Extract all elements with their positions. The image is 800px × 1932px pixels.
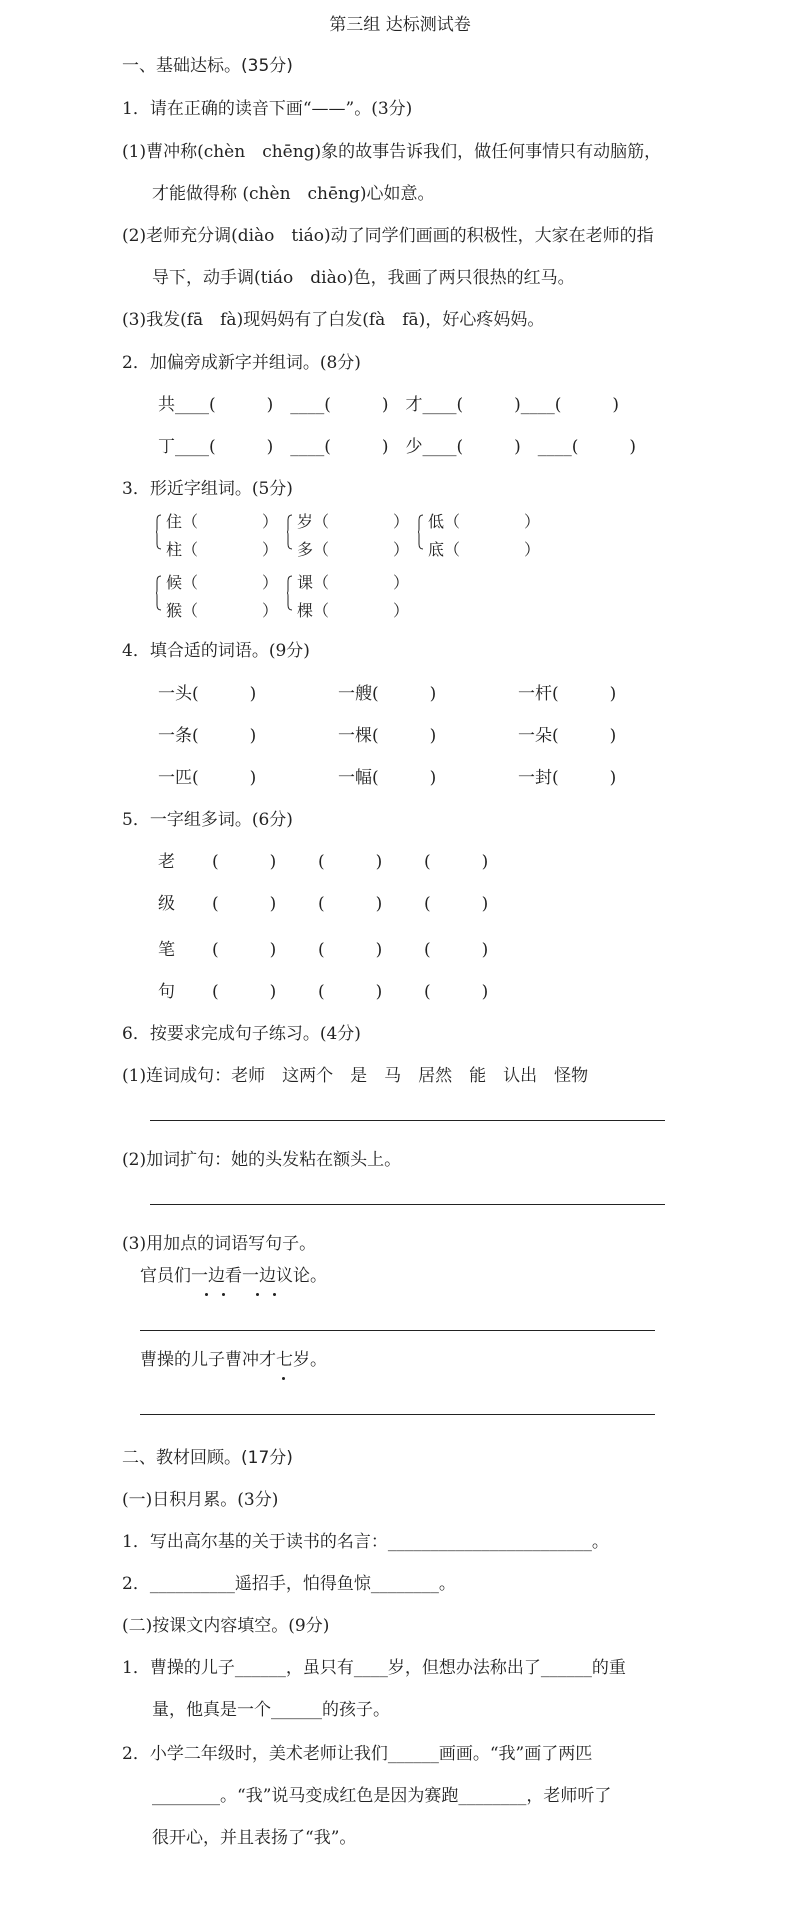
q3-word-b: 猴（ ）	[166, 601, 279, 620]
q3-word-b: 柱（ ）	[166, 540, 279, 559]
q3-word-a: 候（ ）	[166, 573, 279, 592]
answer-line[interactable]	[150, 1120, 665, 1121]
q4-cell: 一封( )	[518, 768, 617, 788]
brace-icon	[156, 514, 162, 550]
question-5-label: 5．一字组多词。(6分)	[122, 810, 293, 830]
q6-sentence-3: (3)用加点的词语写句子。	[122, 1234, 317, 1254]
q3-word-a: 课（ ）	[297, 573, 410, 592]
q1-item-2-line-2: 导下，动手调(tiáo diào)色，我画了两只很热的红马。	[152, 268, 575, 288]
q2-row-2: 丁____( ) ____( ) 少____( ) ____( )	[158, 437, 637, 457]
q4-cell: 一棵( )	[338, 726, 437, 746]
q6-sentence-1: (1)连词成句：老师 这两个 是 马 居然 能 认出 怪物	[122, 1066, 589, 1086]
fill-q2-line-1: 2．小学二年级时，美术老师让我们______画画。“我”画了两匹	[122, 1744, 593, 1764]
fill-q1-line-1: 1．曹操的儿子______，虽只有____岁，但想办法称出了______的重	[122, 1658, 626, 1678]
sub-header-accumulation: (一)日积月累。(3分)	[122, 1490, 279, 1510]
q5-blank: ( )	[318, 852, 383, 872]
q5-char: 笔	[158, 940, 175, 960]
fill-q2-line-3: 很开心，并且表扬了“我”。	[152, 1828, 357, 1848]
q3-word-a: 低（ ）	[428, 512, 541, 531]
brace-icon	[418, 514, 424, 550]
answer-line[interactable]	[140, 1330, 655, 1331]
q5-blank: ( )	[212, 852, 277, 872]
question-4-label: 4．填合适的词语。(9分)	[122, 641, 310, 661]
q1-item-1-line-1: (1)曹冲称(chèn chēng)象的故事告诉我们，做任何事情只有动脑筋，	[122, 142, 662, 162]
accumulation-q1: 1．写出高尔基的关于读书的名言：________________________。	[122, 1532, 609, 1552]
q5-blank: ( )	[424, 852, 489, 872]
q5-blank: ( )	[424, 894, 489, 914]
q3-word-b: 多（ ）	[297, 540, 410, 559]
brace-icon	[156, 575, 162, 611]
answer-line[interactable]	[140, 1414, 655, 1415]
q1-item-1-line-2: 才能做得称 (chèn chēng)心如意。	[152, 184, 435, 204]
q5-blank: ( )	[212, 940, 277, 960]
q3-word-a: 住（ ）	[166, 512, 279, 531]
accumulation-q2: 2．__________遥招手，怕得鱼惊________。	[122, 1574, 456, 1594]
q5-blank: ( )	[318, 894, 383, 914]
q4-cell: 一头( )	[158, 684, 257, 704]
q5-blank: ( )	[212, 894, 277, 914]
q5-char: 级	[158, 894, 175, 914]
q5-blank: ( )	[318, 982, 383, 1002]
q6-example-1: 官员们一边看一边议论。	[140, 1266, 327, 1286]
question-2-label: 2．加偏旁成新字并组词。(8分)	[122, 353, 361, 373]
q5-blank: ( )	[424, 982, 489, 1002]
q2-row-1: 共____( ) ____( ) 才____( )____( )	[158, 395, 620, 415]
q4-cell: 一杆( )	[518, 684, 617, 704]
question-6-label: 6．按要求完成句子练习。(4分)	[122, 1024, 361, 1044]
section-header-basics: 一、基础达标。(35分)	[122, 56, 293, 76]
q5-char: 老	[158, 852, 175, 872]
q4-cell: 一朵( )	[518, 726, 617, 746]
emphasis-dot	[256, 1293, 259, 1296]
brace-icon	[287, 575, 293, 611]
section-header-textbook-review: 二、教材回顾。(17分)	[122, 1448, 293, 1468]
q6-example-2: 曹操的儿子曹冲才七岁。	[140, 1350, 327, 1370]
q4-cell: 一匹( )	[158, 768, 257, 788]
question-1-label: 1．请在正确的读音下画“——”。(3分)	[122, 99, 413, 119]
fill-q1-line-2: 量，他真是一个______的孩子。	[152, 1700, 390, 1720]
sub-header-fill-blanks: (二)按课文内容填空。(9分)	[122, 1616, 330, 1636]
q3-word-b: 棵（ ）	[297, 601, 410, 620]
q1-item-2-line-1: (2)老师充分调(diào tiáo)动了同学们画画的积极性，大家在老师的指	[122, 226, 654, 246]
brace-icon	[287, 514, 293, 550]
q5-blank: ( )	[424, 940, 489, 960]
emphasis-dot	[282, 1377, 285, 1380]
fill-q2-line-2: ________。“我”说马变成红色是因为赛跑________，老师听了	[152, 1786, 612, 1806]
emphasis-dot	[273, 1293, 276, 1296]
answer-line[interactable]	[150, 1204, 665, 1205]
q1-item-3: (3)我发(fā fà)现妈妈有了白发(fà fā)，好心疼妈妈。	[122, 310, 545, 330]
q3-word-b: 底（ ）	[428, 540, 541, 559]
q4-cell: 一条( )	[158, 726, 257, 746]
q5-blank: ( )	[318, 940, 383, 960]
q4-cell: 一幅( )	[338, 768, 437, 788]
q5-blank: ( )	[212, 982, 277, 1002]
question-3-label: 3．形近字组词。(5分)	[122, 479, 293, 499]
q5-char: 句	[158, 982, 175, 1002]
q4-cell: 一艘( )	[338, 684, 437, 704]
page-title: 第三组 达标测试卷	[329, 15, 471, 35]
emphasis-dot	[222, 1293, 225, 1296]
q6-sentence-2: (2)加词扩句：她的头发粘在额头上。	[122, 1150, 402, 1170]
q3-word-a: 岁（ ）	[297, 512, 410, 531]
emphasis-dot	[205, 1293, 208, 1296]
